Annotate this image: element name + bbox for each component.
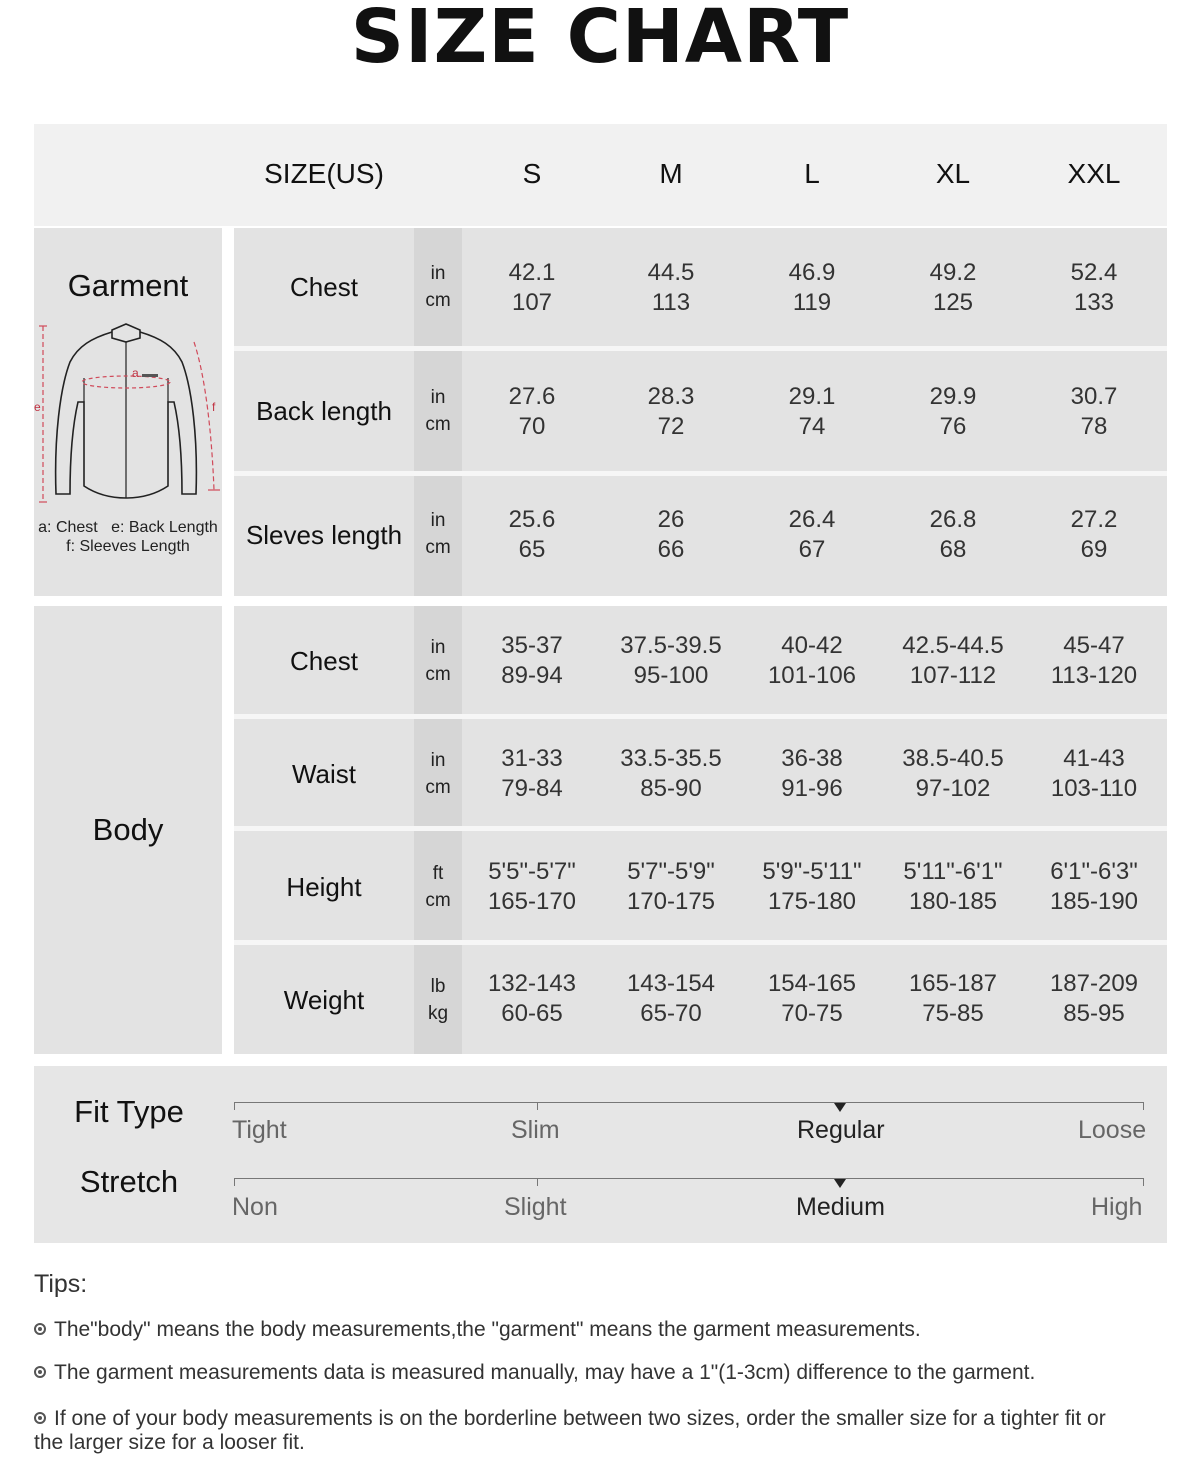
- unit-label: in: [430, 750, 446, 771]
- table-cell: 65-70: [640, 1000, 702, 1027]
- table-cell: 38.5-40.5: [902, 745, 1004, 772]
- table-cell: 49.2: [929, 259, 977, 286]
- table-cell: 91-96: [781, 775, 843, 802]
- table-cell: 180-185: [908, 888, 998, 915]
- scale-tick: [234, 1178, 235, 1186]
- table-cell: 133: [1073, 289, 1115, 316]
- garment-row-label-back-length: Back length: [256, 396, 392, 426]
- unit-label: in: [430, 387, 446, 408]
- unit-label: cm: [425, 537, 451, 558]
- table-cell: 26: [657, 506, 685, 533]
- size-header-label: SIZE(US): [264, 158, 384, 189]
- table-cell: 187-209: [1049, 970, 1139, 997]
- fit-scale-line: [234, 1102, 1144, 1103]
- table-cell: 165-187: [908, 970, 998, 997]
- scale-tick: [537, 1102, 538, 1110]
- table-cell: 143-154: [626, 970, 716, 997]
- table-cell: 5'11"-6'1": [903, 858, 1003, 885]
- scale-tick: [1143, 1178, 1144, 1186]
- table-cell: 154-165: [767, 970, 857, 997]
- garment-section-label: Garment: [67, 268, 189, 303]
- bullet-icon: [34, 1366, 46, 1378]
- table-cell: 70-75: [781, 1000, 843, 1027]
- table-cell: 89-94: [501, 662, 563, 689]
- table-cell: 65: [518, 536, 546, 563]
- table-cell: 97-102: [915, 775, 991, 802]
- scale-tick: [234, 1102, 235, 1110]
- unit-label: kg: [427, 1003, 449, 1024]
- fit-option-slim: Slim: [511, 1116, 560, 1144]
- table-cell: 113: [651, 289, 691, 316]
- stretch-option-high: High: [1091, 1193, 1143, 1221]
- table-cell: 60-65: [501, 1000, 563, 1027]
- table-cell: 5'7"-5'9": [627, 858, 715, 885]
- table-cell: 107: [511, 289, 553, 316]
- row-divider: [234, 940, 1167, 945]
- size-header-m: M: [659, 158, 683, 189]
- tip-item: [34, 1361, 1184, 1385]
- table-cell: 85-90: [640, 775, 702, 802]
- body-row-label-waist: Waist: [291, 759, 357, 789]
- table-cell: 27.6: [508, 383, 556, 410]
- scale-tick: [537, 1178, 538, 1186]
- table-cell: 45-47: [1063, 632, 1125, 659]
- table-cell: 67: [798, 536, 826, 563]
- unit-label: in: [430, 263, 446, 284]
- body-row-label-weight: Weight: [283, 985, 365, 1015]
- table-cell: 35-37: [501, 632, 563, 659]
- tip-text: The garment measurements data is measured manually, may have a 1"(1-3cm) difference to the garment.: [54, 1361, 1036, 1384]
- table-cell: 66: [657, 536, 685, 563]
- body-section-label: Body: [92, 812, 164, 847]
- table-cell: 70: [518, 413, 546, 440]
- size-header-l: L: [804, 158, 820, 189]
- table-cell: 85-95: [1063, 1000, 1125, 1027]
- stretch-label: Stretch: [79, 1164, 179, 1199]
- table-cell: 5'5"-5'7": [488, 858, 576, 885]
- tip-item: [34, 1318, 1174, 1342]
- diagram-letter-e: e: [34, 400, 41, 414]
- table-cell: 29.9: [929, 383, 977, 410]
- table-cell: 52.4: [1070, 259, 1118, 286]
- diagram-letter-f: f: [212, 400, 216, 414]
- table-cell: 74: [798, 413, 826, 440]
- table-cell: 125: [932, 289, 974, 316]
- table-cell: 75-85: [922, 1000, 984, 1027]
- table-cell: 26.8: [929, 506, 977, 533]
- stretch-option-slight: Slight: [504, 1193, 567, 1221]
- stretch-option-medium: Medium: [796, 1193, 885, 1221]
- bullet-icon: [34, 1323, 46, 1335]
- body-row-label-height: Height: [286, 872, 362, 902]
- table-cell: 95-100: [633, 662, 709, 689]
- unit-label: cm: [425, 414, 451, 435]
- table-cell: 165-170: [487, 888, 577, 915]
- unit-label: in: [430, 510, 446, 531]
- table-cell: 33.5-35.5: [620, 745, 722, 772]
- table-cell: 72: [657, 413, 685, 440]
- table-cell: 46.9: [788, 259, 836, 286]
- table-cell: 25.6: [508, 506, 556, 533]
- tip-text: If one of your body measurements is on the borderline between two sizes, order the smaller size for a tighter fit or the larger size for a looser fit.: [34, 1407, 1106, 1454]
- fit-option-regular: Regular: [797, 1116, 885, 1144]
- table-cell: 69: [1080, 536, 1108, 563]
- table-cell: 68: [939, 536, 967, 563]
- diagram-legend-2: f: Sleeves Length: [66, 538, 190, 555]
- table-cell: 27.2: [1070, 506, 1118, 533]
- table-cell: 28.3: [647, 383, 695, 410]
- row-divider: [234, 826, 1167, 831]
- unit-label: cm: [425, 890, 451, 911]
- table-cell: 42.5-44.5: [902, 632, 1004, 659]
- table-cell: 170-175: [626, 888, 716, 915]
- table-cell: 113-120: [1050, 662, 1138, 689]
- table-cell: 31-33: [501, 745, 563, 772]
- table-cell: 175-180: [767, 888, 857, 915]
- jacket-diagram-icon: [34, 318, 222, 510]
- scale-tick: [1143, 1102, 1144, 1110]
- unit-label: in: [430, 637, 446, 658]
- size-header-xxl: XXL: [1067, 158, 1121, 189]
- table-cell: 6'1"-6'3": [1050, 858, 1138, 885]
- table-cell: 78: [1080, 413, 1108, 440]
- table-cell: 30.7: [1070, 383, 1118, 410]
- stretch-option-non: Non: [232, 1193, 278, 1221]
- row-divider: [234, 346, 1167, 351]
- tip-text: The"body" means the body measurements,the "garment" means the garment measurements.: [54, 1318, 921, 1341]
- stretch-scale-line: [234, 1178, 1144, 1179]
- row-divider: [234, 471, 1167, 476]
- table-cell: 42.1: [508, 259, 556, 286]
- fit-option-tight: Tight: [232, 1116, 287, 1144]
- fit-type-label: Fit Type: [74, 1094, 184, 1129]
- bullet-icon: [34, 1412, 46, 1424]
- table-cell: 36-38: [781, 745, 843, 772]
- table-cell: 103-110: [1050, 775, 1138, 802]
- table-cell: 185-190: [1049, 888, 1139, 915]
- tip-item: [34, 1407, 1114, 1455]
- garment-row-label-chest: Chest: [290, 272, 358, 302]
- unit-label: cm: [425, 290, 451, 311]
- table-cell: 132-143: [487, 970, 577, 997]
- fit-option-loose: Loose: [1078, 1116, 1147, 1144]
- tips-heading: Tips:: [34, 1270, 88, 1298]
- size-header-s: S: [522, 158, 542, 189]
- table-cell: 29.1: [788, 383, 836, 410]
- fit-selected-marker-icon: [834, 1103, 846, 1112]
- size-header-xl: XL: [935, 158, 971, 189]
- fit-section-panel: [34, 1066, 1167, 1243]
- table-cell: 41-43: [1063, 745, 1125, 772]
- table-cell: 5'9"-5'11": [762, 858, 862, 885]
- table-cell: 76: [939, 413, 967, 440]
- body-row-label-chest: Chest: [290, 646, 358, 676]
- row-divider: [234, 714, 1167, 719]
- table-cell: 107-112: [909, 662, 997, 689]
- page-title: SIZE CHART: [350, 0, 850, 80]
- diagram-legend-1: a: Chest e: Back Length: [38, 519, 218, 536]
- table-cell: 40-42: [781, 632, 843, 659]
- unit-label: lb: [430, 976, 446, 997]
- table-cell: 44.5: [647, 259, 695, 286]
- unit-label: cm: [425, 664, 451, 685]
- stretch-selected-marker-icon: [834, 1179, 846, 1188]
- table-cell: 101-106: [767, 662, 857, 689]
- unit-label: ft: [432, 863, 444, 884]
- unit-label: cm: [425, 777, 451, 798]
- table-cell: 37.5-39.5: [620, 632, 722, 659]
- table-cell: 79-84: [501, 775, 563, 802]
- garment-row-label-sleeves-length: Sleves length: [245, 520, 403, 550]
- diagram-letter-a: a: [132, 366, 139, 380]
- table-cell: 119: [792, 289, 832, 316]
- table-cell: 26.4: [788, 506, 836, 533]
